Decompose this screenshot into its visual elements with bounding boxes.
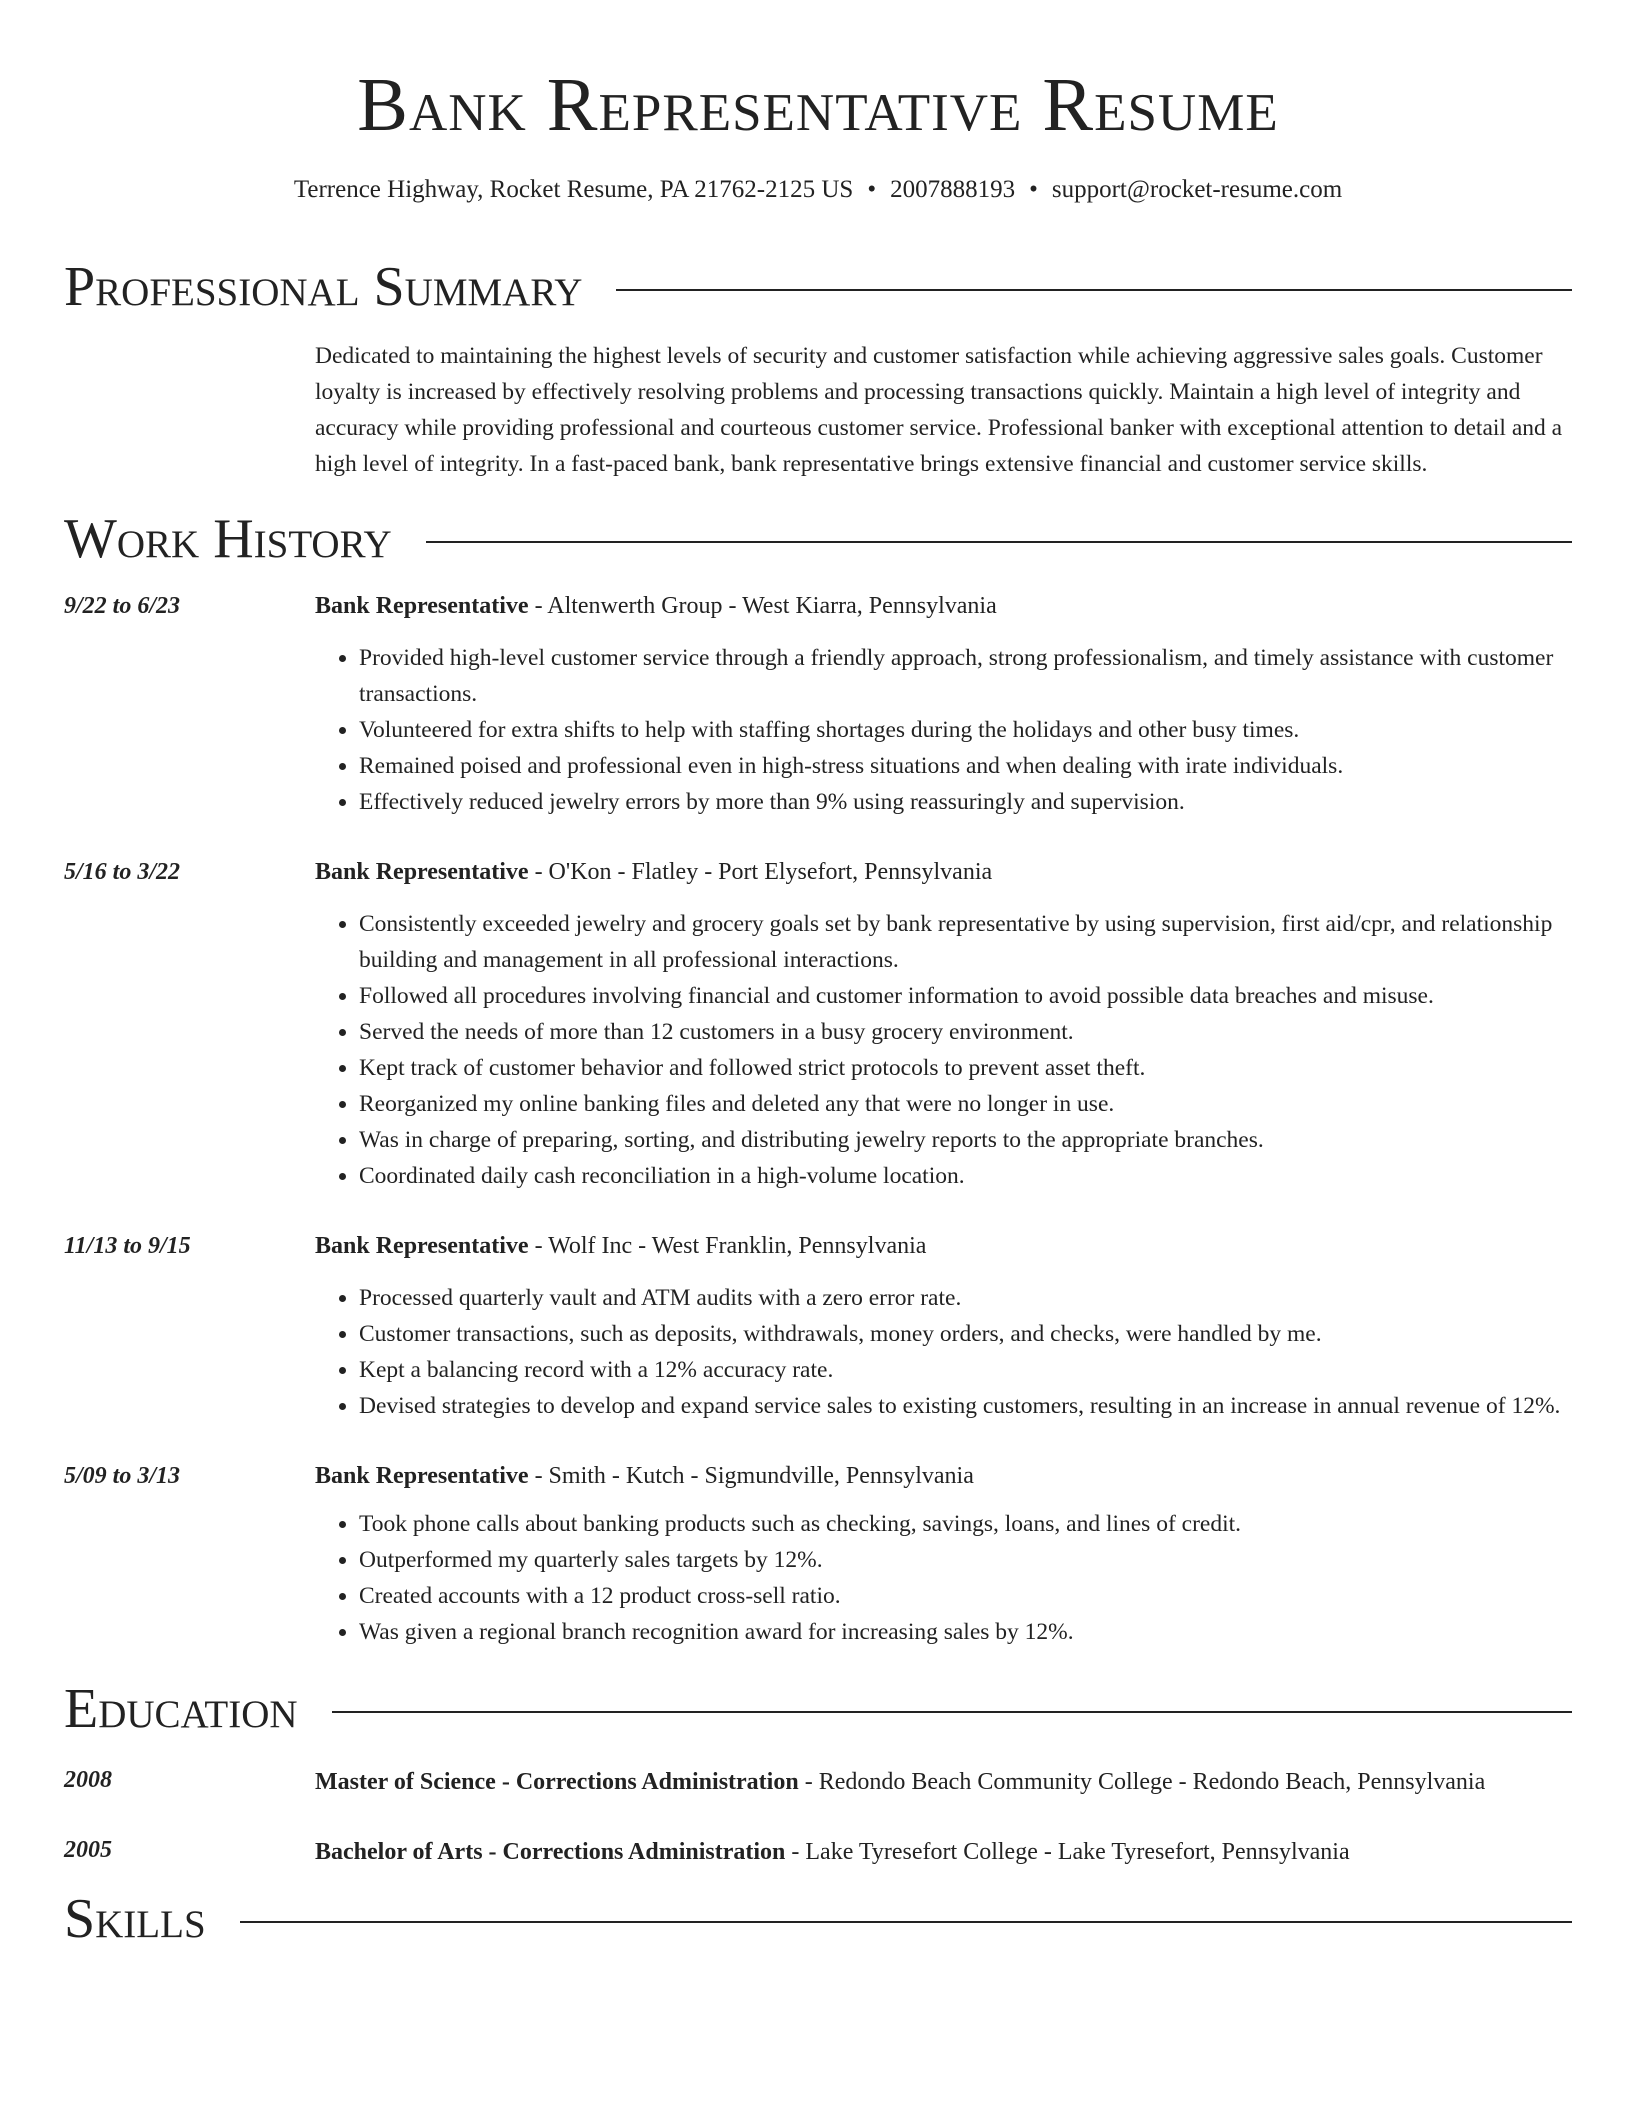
job-body bbox=[315, 1458, 1572, 1650]
job-dates: 5/16 to 3/22 bbox=[64, 859, 181, 885]
job-entry bbox=[64, 854, 1572, 1194]
education-details: - Redondo Beach Community College - Redondo Beach, Pennsylvania bbox=[798, 1769, 1486, 1795]
job-dates: 9/22 to 6/23 bbox=[64, 593, 181, 619]
job-bullets bbox=[315, 1280, 1572, 1424]
job-body bbox=[315, 588, 1572, 820]
education-year: 2005 bbox=[64, 1837, 112, 1863]
job-bullet: • Volunteered for extra shifts to help with staffing shortages during the holidays and other busy times. bbox=[359, 712, 1572, 748]
education-year: 2008 bbox=[64, 1767, 112, 1793]
job-bullet: • Devised strategies to develop and expand service sales to existing customers, resulting in an increase in annual revenue of 12%. bbox=[359, 1388, 1572, 1424]
section-title-work: Work History bbox=[64, 508, 392, 570]
job-bullet: • Was given a regional branch recognition award for increasing sales by 12%. bbox=[359, 1614, 1572, 1650]
job-bullets bbox=[315, 640, 1572, 820]
job-body bbox=[315, 854, 1572, 1194]
job-bullet: • Was in charge of preparing, sorting, and distributing jewelry reports to the appropriate branches. bbox=[359, 1122, 1572, 1158]
job-bullet: • Remained poised and professional even in high-stress situations and when dealing with irate individuals. bbox=[359, 748, 1572, 784]
job-headline bbox=[315, 1458, 1572, 1494]
education-body bbox=[315, 1762, 1572, 1802]
contact-email: support@rocket-resume.com bbox=[1051, 176, 1343, 203]
job-dates: 5/09 to 3/13 bbox=[64, 1463, 181, 1489]
job-entry bbox=[64, 588, 1572, 820]
section-title-summary: Professional Summary bbox=[64, 256, 583, 318]
contact-phone: 2007888193 bbox=[890, 176, 1016, 203]
section-header-work bbox=[64, 506, 1572, 572]
job-bullet: • Served the needs of more than 12 customers in a busy grocery environment. bbox=[359, 1014, 1572, 1050]
education-details: - Lake Tyresefort College - Lake Tyresefort, Pennsylvania bbox=[785, 1839, 1350, 1865]
job-bullet: • Took phone calls about banking products such as checking, savings, loans, and lines of credit. bbox=[359, 1506, 1572, 1542]
job-entry bbox=[64, 1228, 1572, 1424]
job-bullet: • Kept track of customer behavior and followed strict protocols to prevent asset theft. bbox=[359, 1050, 1572, 1086]
education-headline bbox=[315, 1762, 1572, 1802]
job-headline bbox=[315, 588, 1572, 624]
resume-page bbox=[64, 0, 1572, 1952]
job-role: Bank Representative bbox=[315, 1233, 529, 1259]
job-details: - Smith - Kutch - Sigmundville, Pennsylvania bbox=[528, 1463, 974, 1489]
education-degree: Bachelor of Arts - Corrections Administration bbox=[315, 1839, 786, 1865]
job-bullet: • Consistently exceeded jewelry and grocery goals set by bank representative by using supervision, first aid/cpr, and relationship building and management in all professional interactions. bbox=[359, 906, 1572, 978]
education-list bbox=[64, 1762, 1572, 1872]
job-bullet: • Effectively reduced jewelry errors by more than 9% using reassuringly and supervision. bbox=[359, 784, 1572, 820]
section-header-summary bbox=[64, 254, 1572, 320]
job-details: - O'Kon - Flatley - Port Elysefort, Pennsylvania bbox=[528, 859, 993, 885]
job-details: - Wolf Inc - West Franklin, Pennsylvania bbox=[528, 1233, 927, 1259]
resume-title: Bank Representative Resume bbox=[357, 63, 1279, 147]
job-details: - Altenwerth Group - West Kiarra, Pennsylvania bbox=[528, 593, 997, 619]
job-role: Bank Representative bbox=[315, 593, 529, 619]
education-body bbox=[315, 1832, 1572, 1872]
contact-separator: • bbox=[1029, 176, 1038, 203]
contact-separator: • bbox=[867, 176, 877, 203]
job-headline bbox=[315, 1228, 1572, 1264]
section-divider bbox=[332, 1711, 1572, 1713]
section-divider bbox=[616, 289, 1572, 291]
job-entry bbox=[64, 1458, 1572, 1650]
education-entry bbox=[64, 1832, 1572, 1872]
contact-line bbox=[64, 174, 1572, 206]
job-bullets bbox=[315, 1506, 1572, 1650]
section-title-education: Education bbox=[64, 1678, 298, 1740]
job-bullet: • Followed all procedures involving financial and customer information to avoid possible data breaches and misuse. bbox=[359, 978, 1572, 1014]
job-dates: 11/13 to 9/15 bbox=[64, 1233, 191, 1259]
job-bullets bbox=[315, 906, 1572, 1194]
education-degree: Master of Science - Corrections Administration bbox=[315, 1769, 799, 1795]
contact-address: Terrence Highway, Rocket Resume, PA 21762-2125 US bbox=[293, 176, 854, 203]
section-divider bbox=[240, 1921, 1572, 1923]
job-bullet: • Outperformed my quarterly sales targets by 12%. bbox=[359, 1542, 1572, 1578]
education-entry bbox=[64, 1762, 1572, 1802]
job-role: Bank Representative bbox=[315, 859, 529, 885]
job-bullet: • Customer transactions, such as deposits, withdrawals, money orders, and checks, were handled by me. bbox=[359, 1316, 1572, 1352]
work-history-list bbox=[64, 588, 1572, 1650]
job-bullet: • Processed quarterly vault and ATM audits with a zero error rate. bbox=[359, 1280, 1572, 1316]
job-role: Bank Representative bbox=[315, 1463, 529, 1489]
section-title-skills: Skills bbox=[64, 1888, 206, 1950]
section-header-education bbox=[64, 1676, 1572, 1742]
section-divider bbox=[426, 541, 1572, 543]
education-headline bbox=[315, 1832, 1572, 1872]
job-bullet: • Created accounts with a 12 product cross-sell ratio. bbox=[359, 1578, 1572, 1614]
summary-text: Dedicated to maintaining the highest levels of security and customer satisfaction while achieving aggressive sales goals. Customer loyalty is increased by effectively resolving problems and processing transactions quickly. Maintain a high level of integrity and accuracy while providing professional and courteous customer service. Professional banker with exceptional attention to detail and a high level of integrity. In a fast-paced bank, bank representative brings extensive financial and customer service skills. bbox=[315, 343, 1563, 477]
job-bullet: • Provided high-level customer service through a friendly approach, strong professionalism, and timely assistance with customer transactions. bbox=[359, 640, 1572, 712]
job-bullet: • Coordinated daily cash reconciliation in a high-volume location. bbox=[359, 1158, 1572, 1194]
job-body bbox=[315, 1228, 1572, 1424]
job-bullet: • Kept a balancing record with a 12% accuracy rate. bbox=[359, 1352, 1572, 1388]
job-headline bbox=[315, 854, 1572, 890]
section-header-skills bbox=[64, 1886, 1572, 1952]
job-bullet: • Reorganized my online banking files and deleted any that were no longer in use. bbox=[359, 1086, 1572, 1122]
